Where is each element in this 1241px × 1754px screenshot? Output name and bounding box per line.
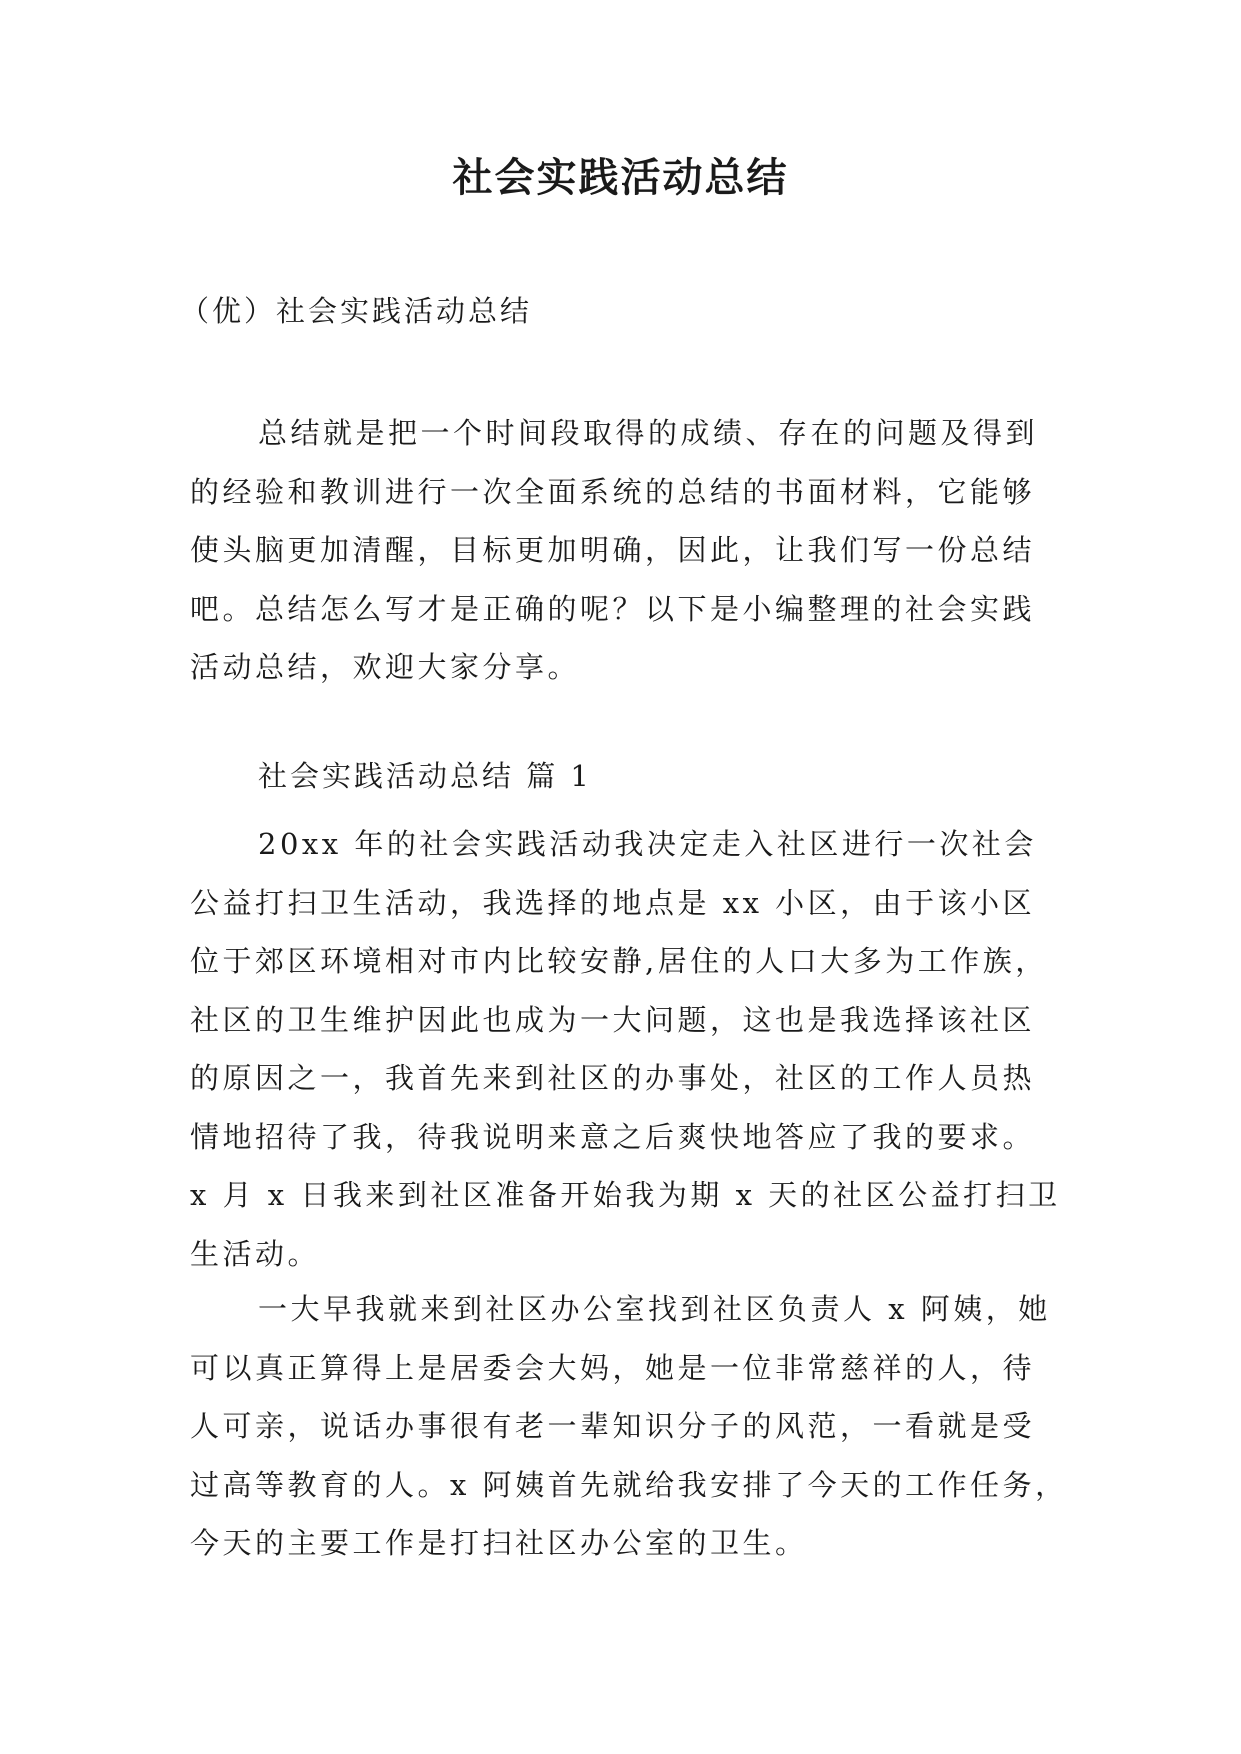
paragraph-line: 今天的主要工作是打扫社区办公室的卫生。 — [190, 1526, 808, 1560]
section-heading: 社会实践活动总结 篇 1 — [258, 759, 592, 793]
paragraph-line: 情地招待了我，待我说明来意之后爽快地答应了我的要求。 — [190, 1119, 1036, 1154]
intro-line: 活动总结，欢迎大家分享。 — [190, 650, 581, 684]
paragraph-line: 的原因之一，我首先来到社区的办事处，社区的工作人员热 — [190, 1061, 1036, 1095]
intro-line: 总结就是把一个时间段取得的成绩、存在的问题及得到 — [258, 416, 1039, 450]
paragraph-line: 20xx 年的社会实践活动我决定走入社区进行一次社会 — [258, 827, 1037, 861]
paragraph-line: 位于郊区环境相对市内比较安静,居住的人口大多为工作族， — [190, 944, 1048, 978]
section-paragraph-2 — [190, 1280, 1068, 1573]
paragraph-line: 过高等教育的人。x 阿姨首先就给我安排了今天的工作任务， — [190, 1467, 1068, 1502]
paragraph-line: x 月 x 日我来到社区准备开始我为期 x 天的社区公益打扫卫 — [190, 1178, 1061, 1212]
paragraph-line: 一大早我就来到社区办公室找到社区负责人 x 阿姨，她 — [258, 1292, 1051, 1326]
section-paragraph-1 — [190, 815, 1060, 1283]
intro-line: 使头脑更加清醒，目标更加明确，因此，让我们写一份总结 — [190, 533, 1036, 567]
paragraph-line: 公益打扫卫生活动，我选择的地点是 xx 小区，由于该小区 — [190, 885, 1036, 920]
document-subtitle: （优）社会实践活动总结 — [180, 294, 533, 328]
paragraph-line: 社区的卫生维护因此也成为一大问题，这也是我选择该社区 — [190, 1002, 1036, 1037]
paragraph-line: 人可亲，说话办事很有老一辈知识分子的风范，一看就是受 — [190, 1409, 1036, 1443]
intro-paragraph — [190, 404, 1060, 697]
paragraph-line: 生活动。 — [190, 1236, 321, 1271]
intro-line: 吧。总结怎么写才是正确的呢？以下是小编整理的社会实践 — [190, 591, 1036, 626]
document-title: 社会实践活动总结 — [452, 155, 789, 201]
paragraph-line: 可以真正算得上是居委会大妈，她是一位非常慈祥的人，待 — [190, 1350, 1036, 1385]
intro-line: 的经验和教训进行一次全面系统的总结的书面材料，它能够 — [190, 474, 1036, 509]
